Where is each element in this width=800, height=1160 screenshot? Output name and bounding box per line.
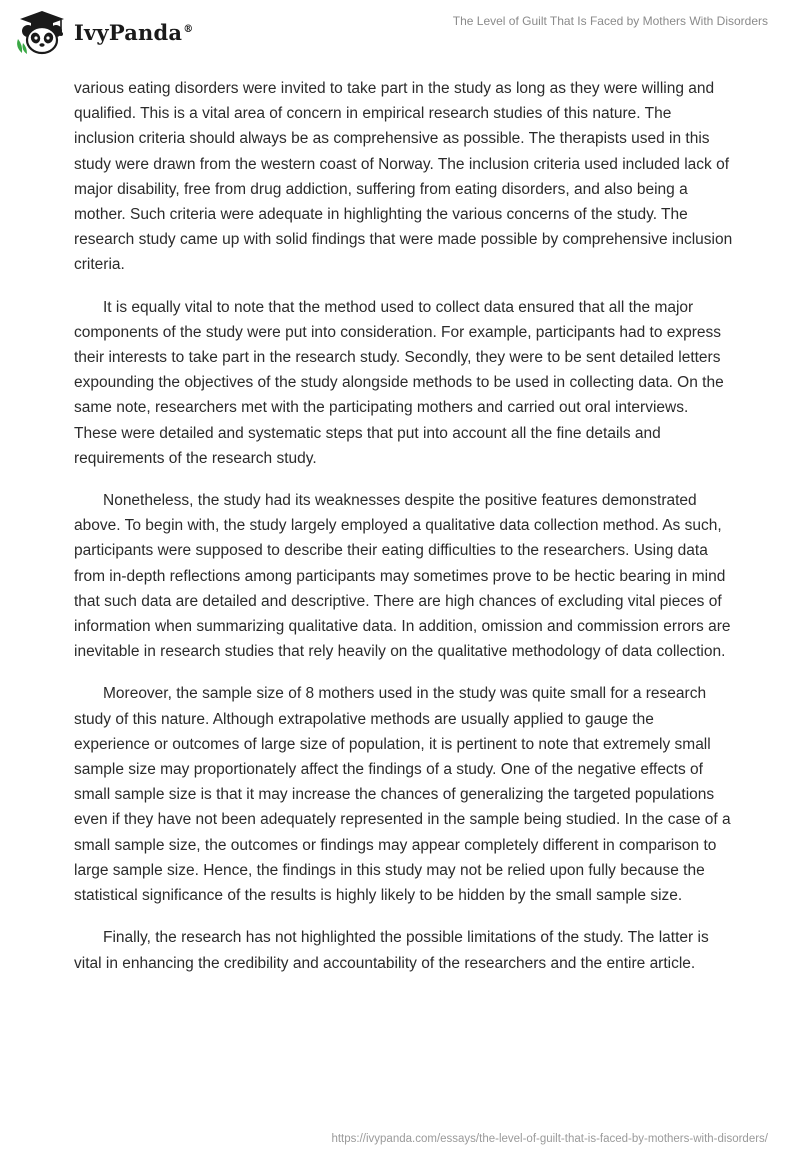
paragraph-3: Nonetheless, the study had its weaknesses despite the positive features demonstrated above. To begin with, the study largely employed a qualitative data collection method. As such, participants were supposed to describe their eating difficulties to the researchers. Using data from in-depth reflections among participants may sometimes prove to be hectic bearing in mind that such data are detailed and descriptive. There are high chances of excluding vital pieces of information when summarizing qualitative data. In addition, omission and commission errors are inevitable in research studies that rely heavily on the qualitative methodology of data collection.: [74, 492, 731, 661]
essay-body: [74, 76, 734, 993]
brand-name: IvyPanda®: [74, 19, 194, 45]
page-header: [0, 0, 800, 70]
brand-logo[interactable]: [14, 9, 193, 55]
panda-graduate-icon: [14, 9, 70, 55]
paragraph-4: Moreover, the sample size of 8 mothers used in the study was quite small for a research study of this nature. Although extrapolative methods are usually applied to gauge the experience or outcomes of large size of population, it is pertinent to note that extremely small sample size may proportionately affect the findings of a study. One of the negative effects of small sample size is that it may increase the chances of generalizing the targeted populations even if they have not been adequately represented in the sample being studied. In the case of a small sample size, the outcomes or findings may appear completely different in comparison to large sample size. Hence, the findings in this study may not be relied upon fully because the statistical significance of the results is highly likely to be hidden by the small sample size.: [74, 685, 731, 905]
paragraph-1: various eating disorders were invited to take part in the study as long as they were willing and qualified. This is a vital area of concern in empirical research studies of this nature. The inclusion criteria should always be as comprehensive as possible. The therapists used in this study were drawn from the western coast of Norway. The inclusion criteria used included lack of major disability, free from drug addiction, suffering from eating disorders, and also being a mother. Such criteria were adequate in highlighting the various concerns of the study. The research study came up with solid findings that were made possible by comprehensive inclusion criteria.: [74, 80, 733, 274]
document-title: The Level of Guilt That Is Faced by Mothers With Disorders: [452, 14, 768, 28]
paragraph-5: Finally, the research has not highlighted the possible limitations of the study. The latter is vital in enhancing the credibility and accountability of the researchers and the entire article.: [74, 929, 709, 972]
paragraph-2: It is equally vital to note that the method used to collect data ensured that all the major components of the study were put into consideration. For example, participants had to express their interests to take part in the research study. Secondly, they were to be sent detailed letters expounding the objectives of the study alongside methods to be used in collecting data. On the same note, researchers met with the participating mothers and carried out oral interviews. These were detailed and systematic steps that put into account all the fine details and requirements of the research study.: [74, 298, 724, 467]
source-url-link[interactable]: https://ivypanda.com/essays/the-level-of-guilt-that-is-faced-by-mothers-with-disorders/: [331, 1133, 768, 1145]
registered-mark: ®: [183, 23, 194, 35]
